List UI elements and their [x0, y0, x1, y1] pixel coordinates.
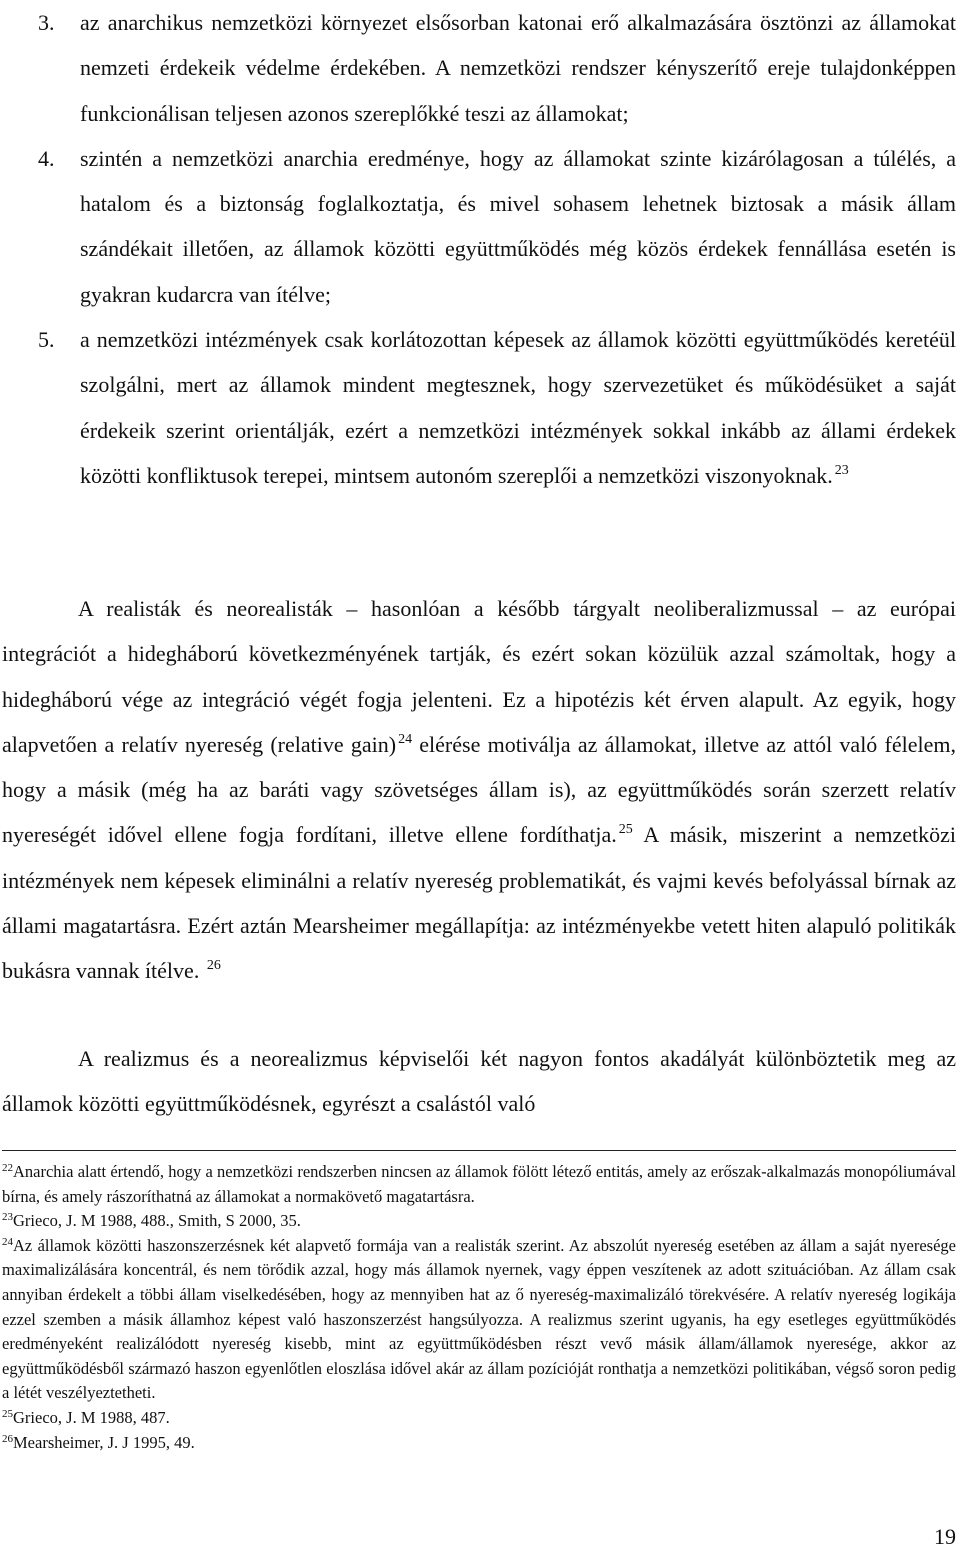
footnote-number: 25 — [2, 1407, 13, 1420]
body-paragraph — [2, 586, 956, 994]
footnote-text: Grieco, J. M 1988, 488., Smith, S 2000, 35. — [13, 1211, 301, 1231]
list-item-number: 5. — [38, 327, 55, 353]
footnote-number: 26 — [2, 1432, 13, 1445]
footnote-reference[interactable]: 26 — [206, 958, 221, 974]
footnote-divider — [2, 1150, 956, 1151]
list-item-text: az anarchikus nemzetközi környezet elsősorban katonai erő alkalmazására ösztönzi az államokat nemzeti érdekeik védelme érdekében. A nemzetközi rendszer kényszerítő ereje tulajdonképpen funkcionálisan teljesen azonos szereplőkké teszi az államokat; — [80, 10, 956, 126]
footnotes — [2, 1160, 956, 1455]
footnote-text: Mearsheimer, J. J 1995, 49. — [13, 1432, 195, 1452]
footnote-number: 22 — [2, 1162, 13, 1174]
footnote — [2, 1209, 956, 1234]
footnote-text: Az államok közötti haszonszerzésnek két alapvető formája van a realisták szerint. Az abszolút nyereség esetében az állam a saját nyeresége maximalizálására koncentrál, és nem törődik azzal, hogy más államok nyernek, vagy éppen veszítenek az adott szituációban. Az állam csak annyiban érdekelt a többi állam viselkedésében, hogy az mennyiben hat az ő nyereség-maximalizáló törekvésére. A relatív nyereség logikája ezzel szemben a másik államhoz képest való haszonszerzést hangsúlyozza. A realizmus szerint ugyanis, ha egy esetleges együttműködés eredményeként realizálódott nyereség kisebb, mint az együttműködésben részt vevő másik állam/államok nyeresége, akkor az együttműködésből származó haszon egyenlőtlen eloszlása idővel akár az állam pozícióját ronthatja a nemzetközi politikában, végső soron pedig a létét veszélyeztetheti. — [2, 1235, 956, 1403]
page-number: 19 — [934, 1524, 956, 1549]
footnote-reference[interactable]: 23 — [834, 462, 849, 478]
footnote-reference[interactable]: 25 — [618, 822, 633, 838]
numbered-list — [38, 0, 956, 498]
list-item-text: a nemzetközi intézmények csak korlátozottan képesek az államok közötti együttműködés keretéül szolgálni, mert az államok mindent megtesznek, hogy szervezetüket és működésüket a saját érdekeik szerint orientálják, ezért a nemzetközi intézmények sokkal inkább az állami érdekek közötti konfliktusok terepei, mintsem autonóm szereplői a nemzetközi viszonyoknak. — [80, 327, 956, 488]
list-item-number: 3. — [38, 10, 55, 35]
list-item-text: szintén a nemzetközi anarchia eredménye, hogy az államokat szinte kizárólagosan a túlélés, a hatalom és a biztonság foglalkoztatja, és mivel sohasem lehetnek biztosak a másik állam szándékait illetően, az államok közötti együttműködés még közös érdekek fennállása esetén is gyakran kudarcra van ítélve; — [80, 145, 956, 307]
list-item — [38, 317, 956, 498]
footnote-text: Anarchia alatt értendő, hogy a nemzetközi rendszerben nincsen az államok fölött létező entitás, amely az erőszak-alkalmazás monopóliumával bírna, és amely rászoríthatná az államokat a normakövető magatartásra. — [2, 1162, 956, 1206]
list-item — [38, 136, 956, 317]
paragraph-text: A realisták és neorealisták – hasonlóan a később tárgyalt neoliberalizmussal – az európai integrációt a hidegháború következményének tartják, és ezért sokan közülük azzal számoltak, hogy a hidegháború vége az integráció végét fogja jelenteni. Ez a hipotézis két érven alapult. Az egyik, hogy alapvetően a relatív nyereség (relative gain) — [2, 596, 956, 757]
list-item — [38, 0, 956, 136]
footnote — [2, 1431, 956, 1456]
footnote — [2, 1234, 956, 1406]
list-item-number: 4. — [38, 145, 55, 171]
footnote-number: 24 — [2, 1235, 13, 1248]
footnote-number: 23 — [2, 1211, 13, 1224]
footnote — [2, 1406, 956, 1431]
footnote — [2, 1160, 956, 1209]
footnote-reference[interactable]: 24 — [398, 731, 413, 747]
paragraph-text: A másik, miszerint a nemzetközi intézmények nem képesek eliminálni a relatív nyereség problematikát, és vajmi kevés befolyással bírnak az állami magatartásra. Ezért aztán Mearsheimer megállapítja: az intézményekbe vetett hiten alapuló politikák bukásra vannak ítélve. — [2, 822, 956, 984]
paragraph-text: elérése motiválja az államokat, illetve az attól való félelem, hogy a másik (még ha az baráti vagy szövetséges állam is), az együttműködés során szerzett relatív nyereségét idővel ellene fogja fordítani, illetve ellene fordíthatja. — [2, 731, 956, 848]
body-paragraph: A realizmus és a neorealizmus képviselői két nagyon fontos akadályát különböztetik meg az államok közötti együttműködésnek, egyrészt a csalástól való — [2, 1046, 956, 1117]
footnote-text: Grieco, J. M 1988, 487. — [13, 1407, 170, 1427]
